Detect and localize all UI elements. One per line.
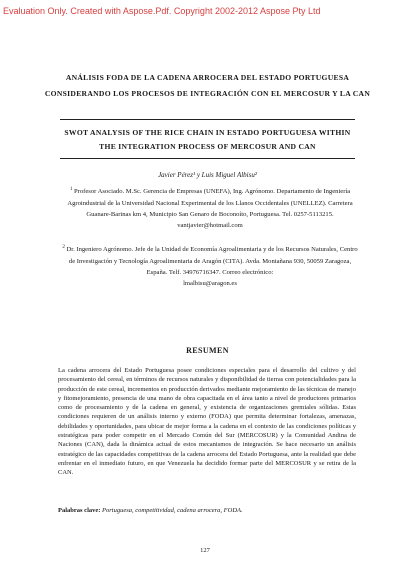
paper-title-spanish: ANÁLISIS FODA DE LA CADENA ARROCERA DEL ESTADO PORTUGUESA CONSIDERANDO LOS PROCESOS DE INTEGRACIÓN CON EL MERCOSUR Y LA CAN (44, 73, 371, 98)
title-divider-top (60, 119, 355, 120)
paper-title-english: SWOT ANALYSIS OF THE RICE CHAIN IN ESTADO PORTUGUESA WITHIN THE INTEGRATION PROCESS OF MERCOSUR AND CAN (64, 128, 351, 151)
affiliation-2 (60, 242, 360, 290)
affiliation-1-text: Profesor Asociado. M.Sc. Gerencia de Empresas (UNEFA), Ing. Agrónomo. Departamento de Ingeniería Agroindustrial de la Universidad Nacional Experimental de los Llanos Occidentales (UNELLEZ). Carretera Guanare-Barinas km 4, Municipio San Genaro de Boconoíto, Portuguesa. Tel. 0257-5113215. (67, 188, 353, 218)
keywords-label: Palabras clave: (58, 507, 101, 514)
affiliation-2-email[interactable]: lmalbisu@aragon.es (183, 280, 237, 288)
abstract-body: La cadena arrocera del Estado Portuguesa posee condiciones especiales para el desarrollo del cultivo y del procesamiento del cereal, en términos de recursos naturales y disponibilidad de tierras con potencialidades para la producción de este cereal, incrementos en producción derivados mediante mejoramiento de las técnicas de manejo y fitomejoramiento, presencia de una mano de obra capacitada en el área tanto a nivel de productores primarios como de procesamiento y de la cadena en general, y existencia de organizaciones gremiales sólidas. Estas condiciones requieren de un análisis interno y externo (FODA) que permita determinar fortalezas, amenazas, debilidades y oportunidades, para ubicar de mejor forma a la cadena en el contexto de las condiciones políticas y estratégicas para poder competir en el Mercado Común del Sur (MERCOSUR) y la Comunidad Andina de Naciones (CAN), dada la dinámica actual de estos mecanismos de integración. Se hace necesario un análisis estratégico de las capacidades competitivas de la cadena arrocera del Estado Portuguesa, ante la realidad que debe enfrentar en el inmediato futuro, en que Venezuela ha decidido formar parte del MERCOSUR y se retira de la CAN. (58, 367, 356, 477)
section-heading-resumen: RESUMEN (186, 346, 229, 355)
affiliation-1-email[interactable]: vantjavier@hotmail.com (177, 222, 243, 230)
keywords-line (58, 506, 356, 515)
affiliation-1-marker: 1 (69, 187, 73, 192)
author-list: Javier Pérez¹ y Luis Miguel Albisu² (158, 171, 257, 179)
evaluation-watermark: Evaluation Only. Created with Aspose.Pdf. Copyright 2002-2012 Aspose Pty Ltd (3, 6, 321, 16)
page-number: 127 (200, 547, 210, 554)
affiliation-2-text: Dr. Ingeniero Agrónomo. Jefe de la Unidad de Economía Agroalimentaria y de los Recursos Naturales, Centro de Investigación y Tecnología Agroalimentaria de Aragón (CITA). Avda. Montañana 930, 50059 Zaragoza, España. Telf. 34976716347. Correo electrónico: (66, 246, 358, 276)
affiliation-1 (60, 184, 360, 232)
affiliation-2-marker: 2 (62, 245, 65, 250)
keywords-list: Portuguesa, competitividad, cadena arrocera, FODA. (102, 507, 243, 514)
title-divider-bottom (60, 158, 355, 159)
